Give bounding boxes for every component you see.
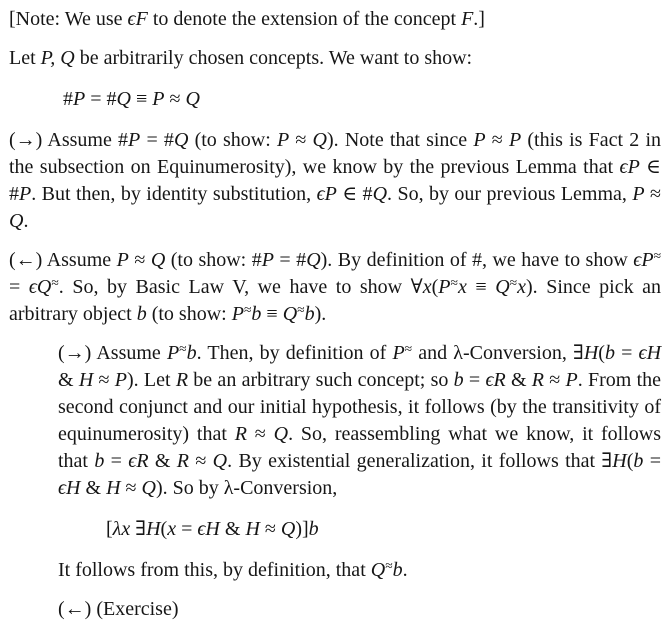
lambda-conversion-formula: [λx ∃H(x = ϵH & H ≈ Q)]b: [106, 518, 319, 540]
note-paragraph: [Note: We use ϵF to denote the extension of the concept F.]: [9, 8, 485, 30]
backward-direction-paragraph: (←) Assume P ≈ Q (to show: #P = #Q). By definition of #, we have to show ϵP≈ = ϵQ≈. So, by Basic Law V, we have to show ∀x(P≈x ≡ Q≈x). Since pick an arbitrary object b (to show: P≈b ≡ Q≈b).: [9, 247, 662, 325]
exercise-paragraph: (←) (Exercise): [58, 598, 179, 620]
nested-forward-paragraph: (→) Assume P≈b. Then, by definition of P≈ and λ-Conversion, ∃H(b = ϵH & H ≈ P). Let R be an arbitrary such concept; so b = ϵR & R ≈ P. From the second conjunct and our initial hypothesis, it follows (by the transitivity of equinumerosity) that R ≈ Q. So, reassembling what we know, it follows that b = ϵR & R ≈ Q. By existential generalization, it follows that ∃H(b = ϵH & H ≈ Q). So by λ-Conversion,: [58, 340, 662, 499]
forward-direction-paragraph: (→) Assume #P = #Q (to show: P ≈ Q). Note that since P ≈ P (this is Fact 2 in the subsection on Equinumerosity), we know by the previous Lemma that ϵP ∈ #P. But then, by identity substitution, ϵP ∈ #Q. So, by our previous Lemma, P ≈ Q.: [9, 129, 662, 232]
main-claim-formula: #P = #Q ≡ P ≈ Q: [63, 88, 200, 110]
intro-paragraph: Let P, Q be arbitrarily chosen concepts. We want to show:: [9, 47, 473, 69]
conclusion-paragraph: It follows from this, by definition, that Q≈b.: [58, 557, 408, 581]
nested-proof-block: [58, 340, 661, 623]
